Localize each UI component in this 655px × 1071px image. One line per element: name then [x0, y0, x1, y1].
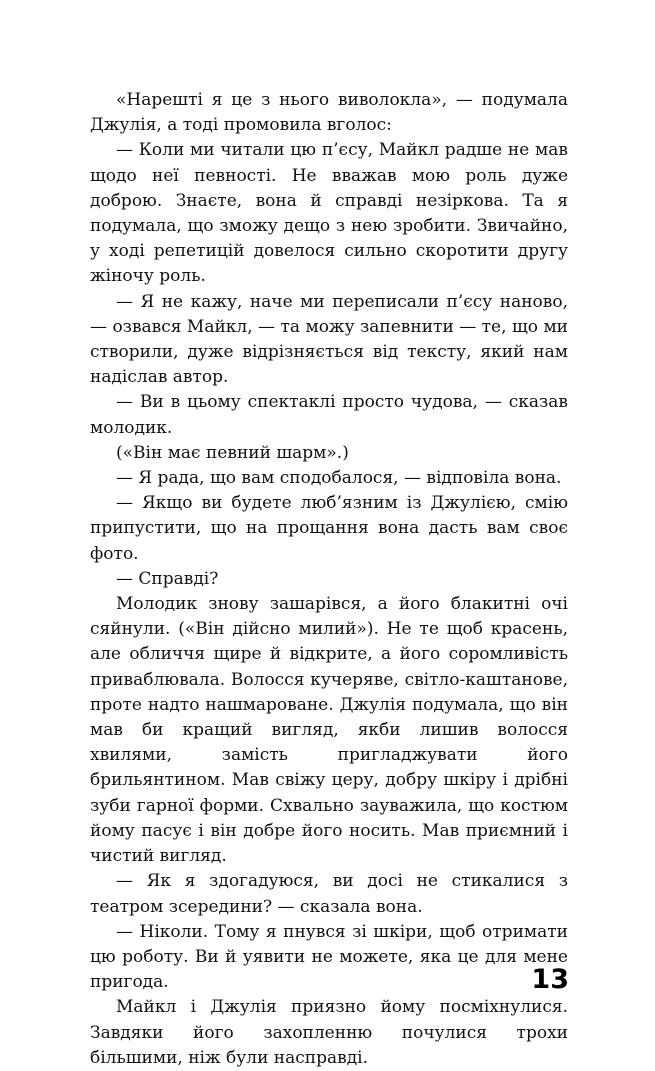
paragraph: — Якщо ви будете люб’язним із Джулією, смію припустити, що на прощання вона дасть вам своє фото. — [90, 493, 568, 564]
paragraph: — Ніколи. Тому я пнувся зі шкіри, щоб отримати цю роботу. Ви й уявити не можете, яка це для мене пригода. — [90, 921, 568, 993]
paragraph: («Він має певний шарм».) — [116, 442, 349, 463]
paragraph: Молодик знову зашарівся, а його блакитні очі сяйнули. («Він дійсно милий»). Не те щоб красень, але обличчя щире й відкрите, а його соромливість приваблювала. Волосся кучеряве, світло-каштанове, проте надто нашмароване. Джулія подумала, що він мав би кращий вигляд, якби лишив волосся хвилями, замість пригладжувати його брильянтином. Мав свіжу церу, добру шкіру і дрібні зуби гарної форми. Схвально зауважила, що костюм йому пасує і він добре його носить. Мав приємний і чистий вигляд. — [90, 594, 568, 867]
page-number: 13 — [531, 964, 569, 995]
body-text — [90, 88, 568, 1071]
paragraph: «Нарешті я це з нього виволокла», — подумала Джулія, а тоді промовила вголос: — [90, 90, 568, 136]
paragraph: — Коли ми читали цю п’єсу, Майкл радше не мав щодо неї певності. Не вважав мою роль дуже доброю. Знаєте, вона й справді незіркова. Та я подумала, що зможу дещо з нею зробити. Звичайно, у ході репетицій довелося сильно скоротити другу жіночу роль. — [90, 140, 568, 287]
paragraph: — Як я здогадуюся, ви досі не стикалися з театром зсередини? — сказала вона. — [90, 871, 568, 917]
paragraph: — Справді? — [116, 568, 219, 589]
paragraph: — Я рада, що вам сподобалося, — відповіла вона. — [116, 468, 562, 489]
paragraph: — Ви в цьому спектаклі просто чудова, — сказав молодик. — [90, 392, 568, 438]
paragraph: Майкл і Джулія приязно йому посміхнулися. Завдяки його захопленню почулися трохи більшими, ніж були насправді. — [90, 997, 568, 1068]
paragraph: — Я не кажу, наче ми переписали п’єсу наново, — озвався Майкл, — та можу запевнити — те, що ми створили, дуже відрізняється від тексту, який нам надіслав автор. — [90, 291, 568, 388]
